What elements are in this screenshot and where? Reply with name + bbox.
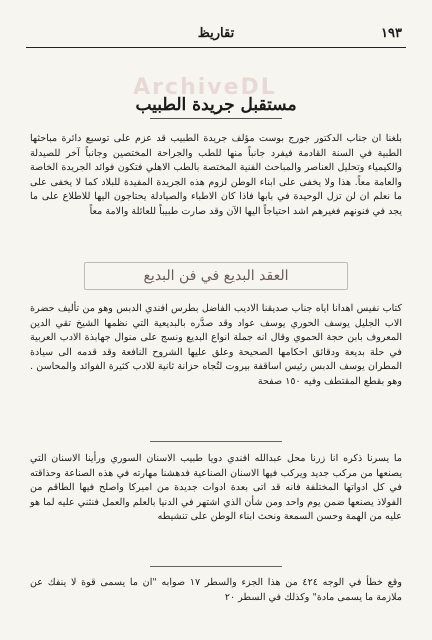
article-title-al-iqd-al-badi: العقد البديع في فن البديع xyxy=(84,262,348,290)
paragraph: ما يسرنا ذكره انا زرنا محل عبدالله افندي دويا طبيب الاسنان السوري ورأينا الاسنان التي يصنعها من مركب جديد ويركب فيها الاسنان الصناعية فدهشنا مهارته في هذه الصناعة وحذاقته في كل ادواتها المختلفة فانه قد اتى بعدة ادوات جديدة من اميركا واصلح فيها الطاقم من الفولاذ يصنعها ضمن يوم واحد ومن شأن الذي اشتهر في الدنيا بالعلم والعمل فنثني عليه لما هو عليه من الهمة وحسن السمعة ونحث ابناء الوطن على تنشيطه xyxy=(30,453,402,523)
header-rule xyxy=(26,47,406,48)
running-title: تقاريظ xyxy=(197,26,235,41)
section-divider xyxy=(150,441,282,442)
paragraph: بلغنا ان جناب الدكتور جورج بوست مؤلف جريدة الطبيب قد عزم على توسيع دائرة مباحثها الطبية في السنة القادمة فيفرد جانباً منها للطب والجراحة المختصين وجانباً آخر للصيدلة والكيمياء وتحليل العناصر والمباحث الفنية المختصة بالطب الاهلي فتكون فوائد الجريدة الخاصة والعامة معاً. هذا ولا يخفى على ابناء الوطن لزوم هذه الجريدة المفيدة للبلاد كما لا يخفى على ما نعلم ان لن تزل الوحيدة في بابها فاذا كان الاطباء والصيادلة يحتاجون اليها للاطلاع على ما يجد في فنونهم فغيرهم اشد احتياجاً اليها الآن وقد صارت طبيباً للعائلة والامة معاً xyxy=(30,133,402,217)
title-underline xyxy=(150,118,282,119)
article-title-future-of-tabib: مستقبل جريدة الطبيب xyxy=(135,95,297,115)
watermark-stamp: ArchiveDL xyxy=(133,75,277,100)
section-divider xyxy=(150,566,282,567)
article-body-dentist xyxy=(30,452,402,556)
errata-note xyxy=(30,576,402,608)
article-body-future-of-tabib xyxy=(30,132,402,242)
page-header xyxy=(26,26,406,46)
article-body-al-iqd-al-badi xyxy=(30,302,402,428)
paragraph: كتاب نفيس اهدانا اياه جناب صديقنا الاديب الفاضل بطرس افندي الدبس وهو من تأليف حضرة الاب الجليل يوسف الحوري يوسف عواد وقد صدَّره بالبديعية التي نظمها الشيخ تقي الدين المعروف بابن حجة الحموي وقال انه جملة انواع البديع ونسج على منوال جهابذة الادب العربية في حلة بديعة ودقائق احكامها الصحيحة وعلق عليها الشروح النافعة وقد قدمه الى سيادة المطران يوسف الدبس رئيس اساقفة بيروت لتُجاه حزانة ثانية للادب كثيرة الفوائد والمحاسن . وهو بقطع المقتطف وفيه ١٥٠ صفحة xyxy=(30,303,402,387)
page-number: ١٩٣ xyxy=(381,26,402,41)
paragraph: وقع خطأ في الوجه ٤٢٤ من هذا الجزء والسطر ١٧ صوابه "ان ما يسمى قوة لا ينفك عن ملازمة ما يسمى مادة" وكذلك في السطر ٢٠ xyxy=(30,577,402,603)
